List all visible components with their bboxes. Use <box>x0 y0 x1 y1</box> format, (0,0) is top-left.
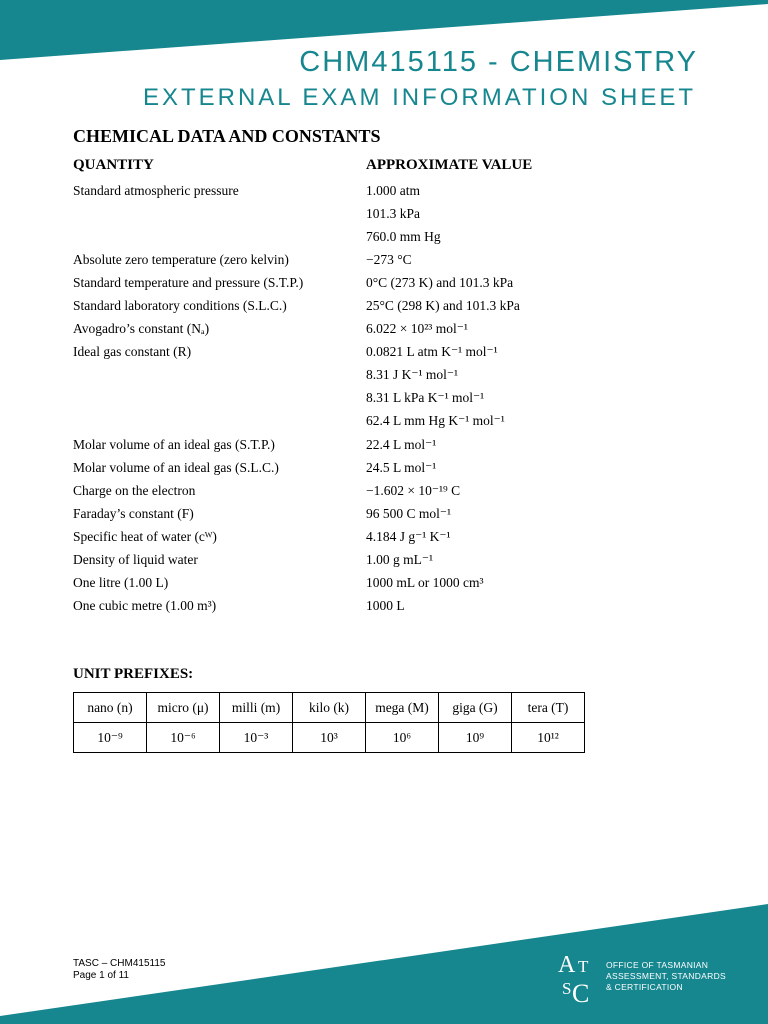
constant-row <box>0 594 768 617</box>
prefix-name: milli (m) <box>220 693 293 723</box>
constant-row <box>0 340 768 363</box>
constant-quantity: Molar volume of an ideal gas (S.L.C.) <box>73 460 279 475</box>
prefix-value: 10⁻³ <box>220 723 293 753</box>
constant-quantity: Molar volume of an ideal gas (S.T.P.) <box>73 437 275 452</box>
constant-row <box>0 202 768 225</box>
org-line: ASSESSMENT, STANDARDS <box>606 971 726 981</box>
footer-info <box>73 958 165 982</box>
constant-row <box>0 294 768 317</box>
svg-text:A: A <box>558 952 576 978</box>
constant-quantity: One litre (1.00 L) <box>73 575 169 590</box>
constant-value: 1000 L <box>366 598 405 613</box>
constant-quantity: Avogadro’s constant (Nₐ) <box>73 321 210 336</box>
constant-quantity: Faraday’s constant (F) <box>73 506 194 521</box>
prefix-name: tera (T) <box>512 693 585 723</box>
constant-row <box>0 179 768 202</box>
constant-row <box>0 409 768 432</box>
constant-quantity: Charge on the electron <box>73 483 196 498</box>
prefix-value: 10¹² <box>512 723 585 753</box>
constant-value: −1.602 × 10⁻¹⁹ C <box>366 483 461 498</box>
tasc-org-name <box>606 960 726 993</box>
constant-value: 62.4 L mm Hg K⁻¹ mol⁻¹ <box>366 413 505 428</box>
constant-value: 0°C (273 K) and 101.3 kPa <box>366 275 514 290</box>
constant-row <box>0 248 768 271</box>
constant-quantity: Absolute zero temperature (zero kelvin) <box>73 252 289 267</box>
prefix-names-row <box>74 693 585 723</box>
constant-value: −273 °C <box>366 252 412 267</box>
prefix-value: 10⁶ <box>366 723 439 753</box>
quantity-column-header: QUANTITY <box>73 157 154 173</box>
prefix-values-row <box>74 723 585 753</box>
prefix-value: 10⁻⁹ <box>74 723 147 753</box>
tasc-logo-mark <box>556 948 604 1004</box>
prefix-name: mega (M) <box>366 693 439 723</box>
constant-value: 22.4 L mol⁻¹ <box>366 437 437 452</box>
prefixes-title: UNIT PREFIXES: <box>73 666 194 682</box>
constant-value: 0.0821 L atm K⁻¹ mol⁻¹ <box>366 344 498 359</box>
constant-row <box>0 386 768 409</box>
constant-value: 1.00 g mL⁻¹ <box>366 552 434 567</box>
constant-value: 24.5 L mol⁻¹ <box>366 460 437 475</box>
constant-value: 101.3 kPa <box>366 206 420 221</box>
org-line: OFFICE OF TASMANIAN <box>606 960 709 970</box>
prefix-name: kilo (k) <box>293 693 366 723</box>
section-title: CHEMICAL DATA AND CONSTANTS <box>73 126 381 146</box>
footer-code: TASC – CHM415115 <box>73 958 166 969</box>
value-column-header: APPROXIMATE VALUE <box>366 157 533 173</box>
constant-quantity: One cubic metre (1.00 m³) <box>73 598 217 613</box>
constant-row <box>0 502 768 525</box>
constant-quantity: Density of liquid water <box>73 552 198 567</box>
page-number: Page 1 of 11 <box>73 970 129 981</box>
constant-value: 8.31 L kPa K⁻¹ mol⁻¹ <box>366 390 485 405</box>
tasc-logo <box>556 948 746 1008</box>
constant-row <box>0 548 768 571</box>
constant-row <box>0 317 768 340</box>
constant-value: 25°C (298 K) and 101.3 kPa <box>366 298 520 313</box>
prefix-value: 10³ <box>293 723 366 753</box>
org-line: & CERTIFICATION <box>606 982 683 992</box>
document-subtitle: EXTERNAL EXAM INFORMATION SHEET <box>142 84 696 111</box>
constant-value: 1000 mL or 1000 cm³ <box>366 575 484 590</box>
constant-quantity: Standard temperature and pressure (S.T.P.) <box>73 275 304 290</box>
prefixes-table <box>73 692 585 753</box>
constant-quantity: Ideal gas constant (R) <box>73 344 192 359</box>
constant-row <box>0 525 768 548</box>
svg-text:T: T <box>578 957 589 976</box>
prefix-name: nano (n) <box>74 693 147 723</box>
prefix-value: 10⁻⁶ <box>147 723 220 753</box>
constant-row <box>0 433 768 456</box>
document-title: CHM415115 - CHEMISTRY <box>299 46 698 78</box>
constant-row <box>0 225 768 248</box>
constant-row <box>0 571 768 594</box>
constant-value: 1.000 atm <box>366 183 420 198</box>
constant-quantity: Standard atmospheric pressure <box>73 183 239 198</box>
prefix-name: micro (μ) <box>147 693 220 723</box>
prefix-value: 10⁹ <box>439 723 512 753</box>
constant-value: 6.022 × 10²³ mol⁻¹ <box>366 321 468 336</box>
prefix-name: giga (G) <box>439 693 512 723</box>
constant-value: 96 500 C mol⁻¹ <box>366 506 452 521</box>
constant-quantity: Specific heat of water (cᵂ) <box>73 529 217 544</box>
constant-value: 4.184 J g⁻¹ K⁻¹ <box>366 529 451 544</box>
constant-row <box>0 363 768 386</box>
constant-value: 760.0 mm Hg <box>366 229 441 244</box>
svg-text:S: S <box>562 979 572 998</box>
constant-row <box>0 479 768 502</box>
svg-text:C: C <box>572 979 590 1004</box>
constant-row <box>0 271 768 294</box>
constant-value: 8.31 J K⁻¹ mol⁻¹ <box>366 367 459 382</box>
constant-quantity: Standard laboratory conditions (S.L.C.) <box>73 298 287 313</box>
constant-row <box>0 456 768 479</box>
